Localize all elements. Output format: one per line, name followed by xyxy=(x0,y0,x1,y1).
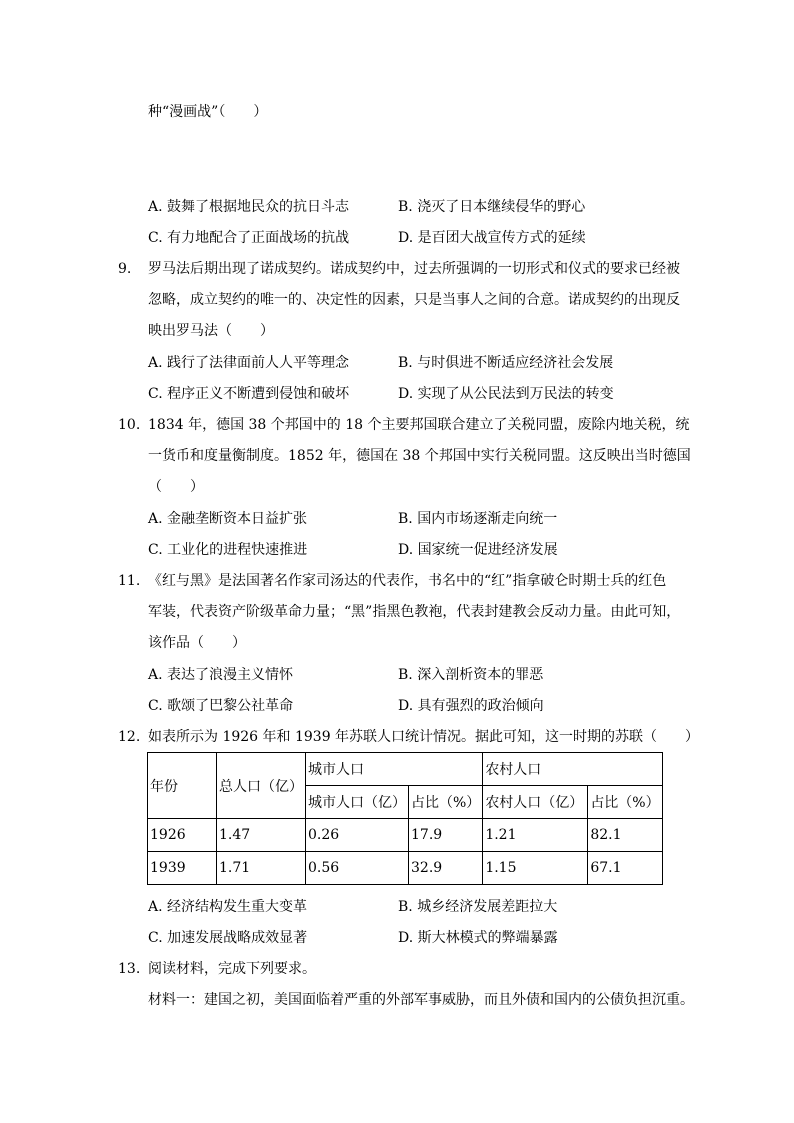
q8-stem-tail: 种“漫画战”（ ） xyxy=(148,104,268,120)
cell-rural-pct: 67.1 xyxy=(588,852,662,885)
header-year: 年份 xyxy=(148,753,217,819)
q10-option-b[interactable]: B. 国内市场逐渐走向统一 xyxy=(398,511,558,527)
q11-stem-line-2: 军装，代表资产阶级革命力量；“黑”指黑色教袍，代表封建教会反动力量。由此可知， xyxy=(148,604,681,620)
cell-total: 1.71 xyxy=(217,852,306,885)
header-rural-pct: 占比（%） xyxy=(588,786,662,819)
q9-option-a[interactable]: A. 践行了法律面前人人平等理念 xyxy=(148,355,350,371)
cell-urban-pop: 0.56 xyxy=(306,852,409,885)
cell-year: 1939 xyxy=(148,852,217,885)
q9-stem-line-2: 忽略，成立契约的唯一的、决定性的因素，只是当事人之间的合意。诺成契约的出现反 xyxy=(148,292,680,308)
q9-option-b[interactable]: B. 与时俱进不断适应经济社会发展 xyxy=(398,355,614,371)
q11-option-a[interactable]: A. 表达了浪漫主义情怀 xyxy=(148,667,294,683)
q12-option-c[interactable]: C. 加速发展战略成效显著 xyxy=(148,930,308,946)
q13-material-1: 材料一：建国之初，美国面临着严重的外部军事威胁，而且外债和国内的公债负担沉重。 xyxy=(148,992,694,1008)
q11-number: 11. xyxy=(118,573,141,589)
q11-stem-line-3: 该作品（ ） xyxy=(148,635,246,651)
q11-option-c[interactable]: C. 歌颂了巴黎公社革命 xyxy=(148,698,294,714)
q12-option-a[interactable]: A. 经济结构发生重大变革 xyxy=(148,899,308,915)
header-urban-pop: 城市人口（亿） xyxy=(306,786,409,819)
q13-stem: 阅读材料，完成下列要求。 xyxy=(148,961,316,977)
cell-total: 1.47 xyxy=(217,819,306,852)
q10-stem-line-2: 一货币和度量衡制度。1852 年，德国在 38 个邦国中实行关税同盟。这反映出当时德国 xyxy=(148,448,691,464)
header-urban: 城市人口 xyxy=(306,753,483,786)
population-table xyxy=(147,752,663,885)
q12-stem: 如表所示为 1926 年和 1939 年苏联人口统计情况。据此可知，这一时期的苏联（ ） xyxy=(148,729,700,745)
q8-option-d[interactable]: D. 是百团大战宣传方式的延续 xyxy=(398,230,586,246)
table-row xyxy=(148,852,663,885)
q8-option-a[interactable]: A. 鼓舞了根据地民众的抗日斗志 xyxy=(148,199,350,215)
header-total: 总人口（亿） xyxy=(217,753,306,819)
cell-rural-pop: 1.21 xyxy=(483,819,588,852)
header-rural-pop: 农村人口（亿） xyxy=(483,786,588,819)
q12-option-b[interactable]: B. 城乡经济发展差距拉大 xyxy=(398,899,558,915)
q8-option-b[interactable]: B. 浇灭了日本继续侵华的野心 xyxy=(398,199,586,215)
q9-number: 9. xyxy=(118,261,132,277)
q8-option-c[interactable]: C. 有力地配合了正面战场的抗战 xyxy=(148,230,350,246)
q9-option-c[interactable]: C. 程序正义不断遭到侵蚀和破坏 xyxy=(148,386,350,402)
q10-option-d[interactable]: D. 国家统一促进经济发展 xyxy=(398,542,558,558)
q11-option-b[interactable]: B. 深入剖析资本的罪恶 xyxy=(398,667,544,683)
cell-urban-pct: 32.9 xyxy=(409,852,483,885)
q11-option-d[interactable]: D. 具有强烈的政治倾向 xyxy=(398,698,544,714)
q10-number: 10. xyxy=(118,417,141,433)
q9-stem-line-3: 映出罗马法（ ） xyxy=(148,323,274,339)
q10-option-a[interactable]: A. 金融垄断资本日益扩张 xyxy=(148,511,308,527)
q10-stem-line-1: 1834 年，德国 38 个邦国中的 18 个主要邦国联合建立了关税同盟，废除内地关税，统 xyxy=(148,417,690,433)
table-row xyxy=(148,819,663,852)
cell-rural-pct: 82.1 xyxy=(588,819,662,852)
cell-urban-pop: 0.26 xyxy=(306,819,409,852)
q10-option-c[interactable]: C. 工业化的进程快速推进 xyxy=(148,542,308,558)
cell-rural-pop: 1.15 xyxy=(483,852,588,885)
q13-number: 13. xyxy=(118,961,141,977)
q11-stem-line-1: 《红与黑》是法国著名作家司汤达的代表作，书名中的“红”指拿破仑时期士兵的红色 xyxy=(148,573,667,589)
cell-year: 1926 xyxy=(148,819,217,852)
q9-stem-line-1: 罗马法后期出现了诺成契约。诺成契约中，过去所强调的一切形式和仪式的要求已经被 xyxy=(148,261,680,277)
header-urban-pct: 占比（%） xyxy=(409,786,483,819)
q9-option-d[interactable]: D. 实现了从公民法到万民法的转变 xyxy=(398,386,614,402)
q12-number: 12. xyxy=(118,729,141,745)
header-rural: 农村人口 xyxy=(483,753,662,786)
q10-stem-line-3: （ ） xyxy=(148,479,204,495)
cell-urban-pct: 17.9 xyxy=(409,819,483,852)
q12-option-d[interactable]: D. 斯大林模式的弊端暴露 xyxy=(398,930,558,946)
